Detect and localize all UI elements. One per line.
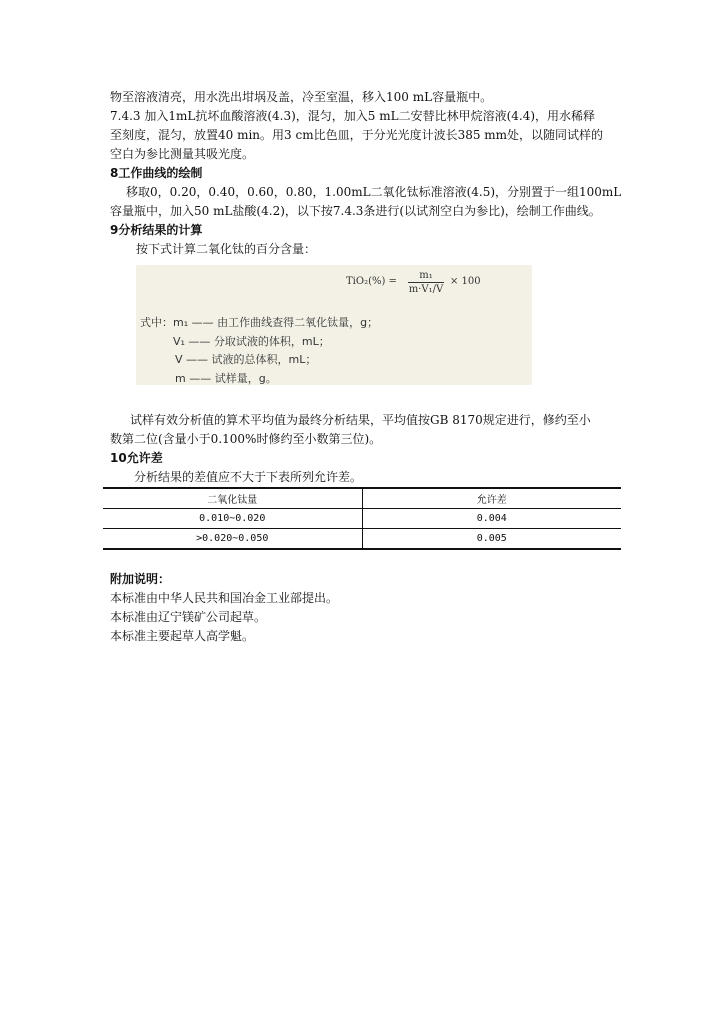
section-10-heading: 10允许差 — [110, 451, 163, 465]
formula-numerator: m₁ — [419, 270, 433, 281]
clause-7-4-3-line3: 空白为参比测量其吸光度。 — [110, 147, 255, 161]
notes-title: 附加说明： — [110, 572, 171, 586]
formula-where-v1: V₁ —— 分取试液的体积，mL； — [173, 335, 330, 348]
section-8-line2: 容量瓶中，加入50 mL盐酸(4.2)，以下按7.4.3条进行(以试剂空白为参比)，绘制工作曲线。 — [110, 204, 601, 218]
header-tio2-amount: 二氧化钛量 — [103, 488, 362, 509]
cell-tolerance: 0.005 — [476, 533, 507, 544]
cell-amount: >0.020~0.050 — [103, 529, 362, 550]
section-9-heading: 9分析结果的计算 — [110, 223, 203, 237]
cell-amount: 0.010~0.020 — [103, 509, 362, 529]
table-header-row — [103, 488, 621, 509]
formula-where-m: m —— 试样量，g。 — [175, 372, 277, 385]
clause-7-4-3-line2: 至刻度，混匀，放置40 min。用3 cm比色皿，于分光光度计波长385 mm处，以随同试样的 — [110, 128, 604, 142]
table-row — [103, 509, 621, 529]
header-tolerance: 允许差 — [476, 495, 507, 506]
paragraph-continuation: 物至溶液清亮，用水洗出坩埚及盖，冷至室温，移入100 mL容量瓶中。 — [110, 90, 493, 104]
table-row — [103, 529, 621, 550]
formula-where-m1: 式中：m₁ —— 由工作曲线查得二氧化钛量，g； — [140, 316, 379, 329]
tolerance-table — [103, 487, 621, 550]
clause-7-4-3-line1: 7.4.3 加入1mL抗坏血酸溶液(4.3)，混匀，加入5 mL二安替比林甲烷溶液(4.4)，用水稀释 — [110, 109, 596, 123]
result-rule-line2: 数第二位(含量小于0.100%时修约至小数第三位)。 — [110, 432, 382, 446]
section-9-intro: 按下式计算二氧化钛的百分含量： — [136, 242, 317, 256]
note-line: 本标准由中华人民共和国冶金工业部提出。 — [110, 591, 339, 605]
note-line: 本标准由辽宁镁矿公司起草。 — [110, 610, 267, 624]
result-rule-line1: 试样有效分析值的算术平均值为最终分析结果，平均值按GB 8170规定进行，修约至小 — [130, 413, 591, 427]
cell-tolerance: 0.004 — [476, 513, 507, 524]
section-8-line1: 移取0，0.20，0.40，0.60，0.80，1.00mL二氧化钛标准溶液(4.5)，分别置于一组100mL — [126, 185, 622, 199]
section-10-intro: 分析结果的差值应不大于下表所列允许差。 — [134, 470, 363, 484]
formula-rhs: × 100 — [450, 276, 481, 287]
note-line: 本标准主要起草人高学魁。 — [110, 629, 255, 643]
formula-denominator: m·V₁/V — [408, 284, 444, 295]
section-8-heading: 8工作曲线的绘制 — [110, 166, 203, 180]
formula-where-v: V —— 试液的总体积，mL； — [175, 353, 317, 366]
formula-lhs: TiO₂(%) = — [346, 276, 397, 287]
formula-fraction — [408, 270, 444, 295]
fraction-bar — [408, 282, 444, 283]
